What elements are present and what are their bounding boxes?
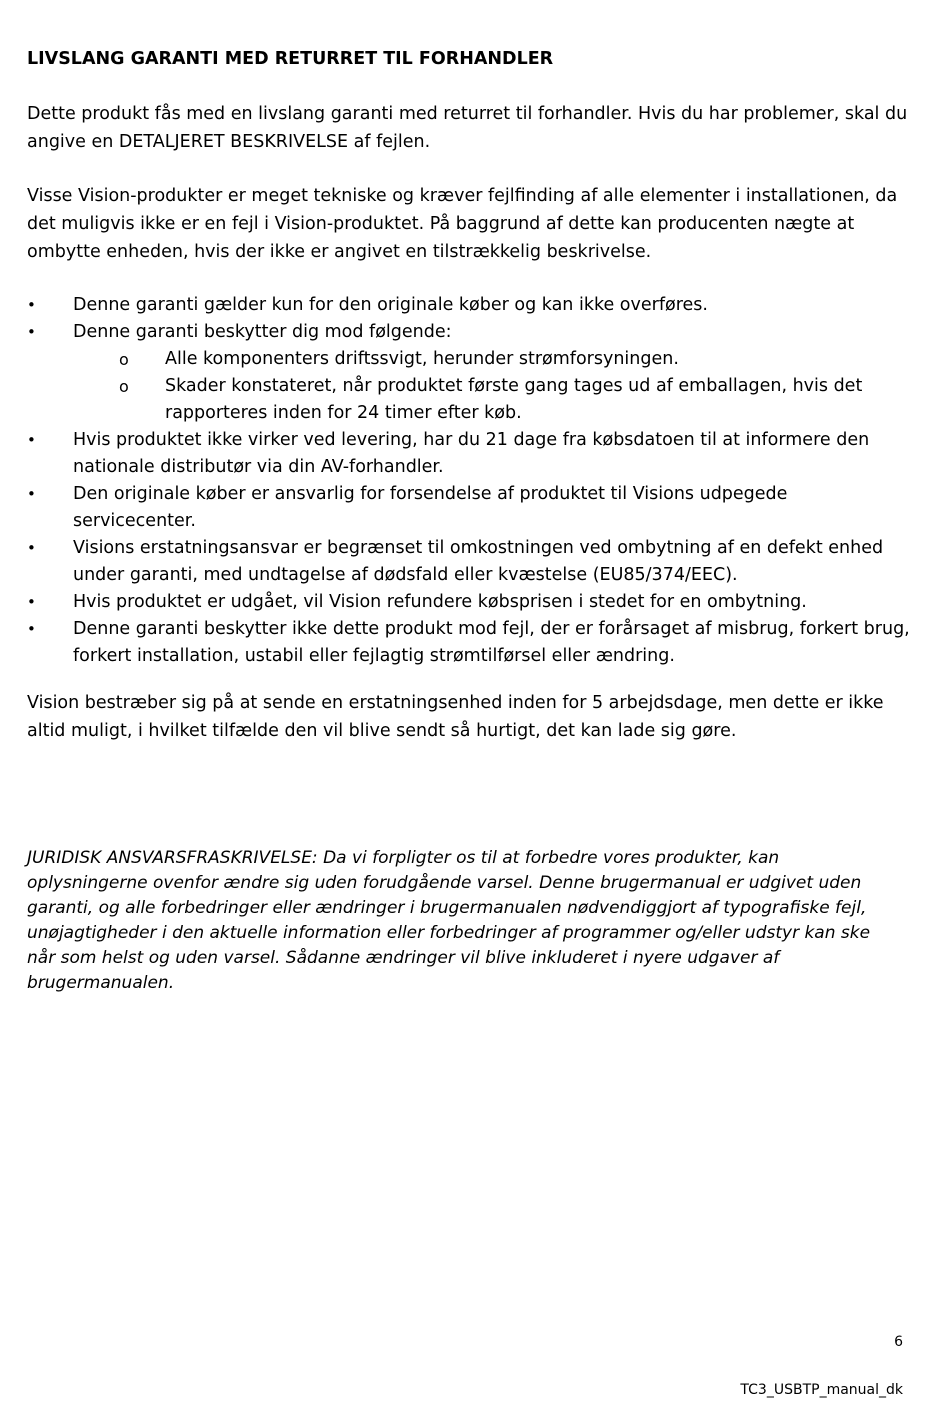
page-title: LIVSLANG GARANTI MED RETURRET TIL FORHANDLER: [27, 49, 554, 69]
list-item: [27, 481, 912, 535]
document-id: TC3_USBTP_manual_dk: [740, 1382, 903, 1398]
bullet-icon: •: [27, 539, 36, 557]
list-item-text: Denne garanti gælder kun for den originale køber og kan ikke overføres.: [73, 295, 708, 315]
coverage-sublist: [73, 346, 912, 427]
bullet-icon: •: [27, 485, 36, 503]
bullet-icon: •: [27, 323, 36, 341]
sub-bullet-icon: o: [119, 350, 129, 369]
sub-list-item: [73, 346, 912, 373]
sub-list-item-text: Skader konstateret, når produktet første gang tages ud af emballagen, hvis det rapporteres inden for 24 timer efter køb.: [165, 376, 863, 423]
sub-list-item-text: Alle komponenters driftssvigt, herunder strømforsyningen.: [165, 349, 679, 369]
bullet-icon: •: [27, 431, 36, 449]
list-item: [27, 616, 912, 670]
list-item-text: Hvis produktet er udgået, vil Vision refundere købsprisen i stedet for en ombytning.: [73, 592, 807, 612]
list-item-text: Hvis produktet ikke virker ved levering, har du 21 dage fra købsdatoen til at informere den nationale distributør via din AV-forhandler.: [73, 430, 870, 477]
list-item: [27, 319, 912, 427]
list-item: [27, 535, 912, 589]
list-item-text: Visions erstatningsansvar er begrænset til omkostningen ved ombytning af en defekt enhed under garanti, med undtagelse af dødsfald eller kvæstelse (EU85/374/EEC).: [73, 538, 884, 585]
legal-disclaimer: JURIDISK ANSVARSFRASKRIVELSE: Da vi forpligter os til at forbedre vores produkter, kan oplysningerne ovenfor ændre sig uden forudgående varsel. Denne brugermanual er udgivet uden garanti, og alle forbedringer eller ændringer i brugermanualen nødvendiggjort af typografiske fejl, unøjagtigheder i den aktuelle information eller forbedringer af programmer og/eller udstyr kan ske når som helst og uden varsel. Sådanne ændringer vil blive inkluderet i nyere udgaver af brugermanualen.: [27, 848, 871, 993]
sub-bullet-icon: o: [119, 377, 129, 396]
bullet-icon: •: [27, 593, 36, 611]
page-number: 6: [894, 1334, 903, 1350]
list-item: [27, 427, 912, 481]
warranty-conditions-list: [27, 292, 912, 670]
sub-list-item: [73, 373, 912, 427]
bullet-icon: •: [27, 296, 36, 314]
list-item-text: Denne garanti beskytter ikke dette produkt mod fejl, der er forårsaget af misbrug, forkert brug, forkert installation, ustabil eller fejlagtig strømtilførsel eller ændring.: [73, 619, 910, 666]
intro-paragraph: Dette produkt fås med en livslang garanti med returret til forhandler. Hvis du har problemer, skal du angive en DETALJERET BESKRIVELSE af fejlen.: [27, 104, 908, 152]
list-item-text: Denne garanti beskytter dig mod følgende:: [73, 322, 452, 342]
list-item-text: Den originale køber er ansvarlig for forsendelse af produktet til Visions udpegede servicecenter.: [73, 484, 788, 531]
technical-paragraph: Visse Vision-produkter er meget tekniske og kræver fejlfinding af alle elementer i installationen, da det muligvis ikke er en fejl i Vision-produktet. På baggrund af dette kan producenten nægte at ombytte enheden, hvis der ikke er angivet en tilstrækkelig beskrivelse.: [27, 186, 898, 262]
replacement-paragraph: Vision bestræber sig på at sende en erstatningsenhed inden for 5 arbejdsdage, men dette er ikke altid muligt, i hvilket tilfælde den vil blive sendt så hurtigt, det kan lade sig gøre.: [27, 693, 884, 741]
bullet-icon: •: [27, 620, 36, 638]
list-item: [27, 589, 912, 616]
list-item: [27, 292, 912, 319]
